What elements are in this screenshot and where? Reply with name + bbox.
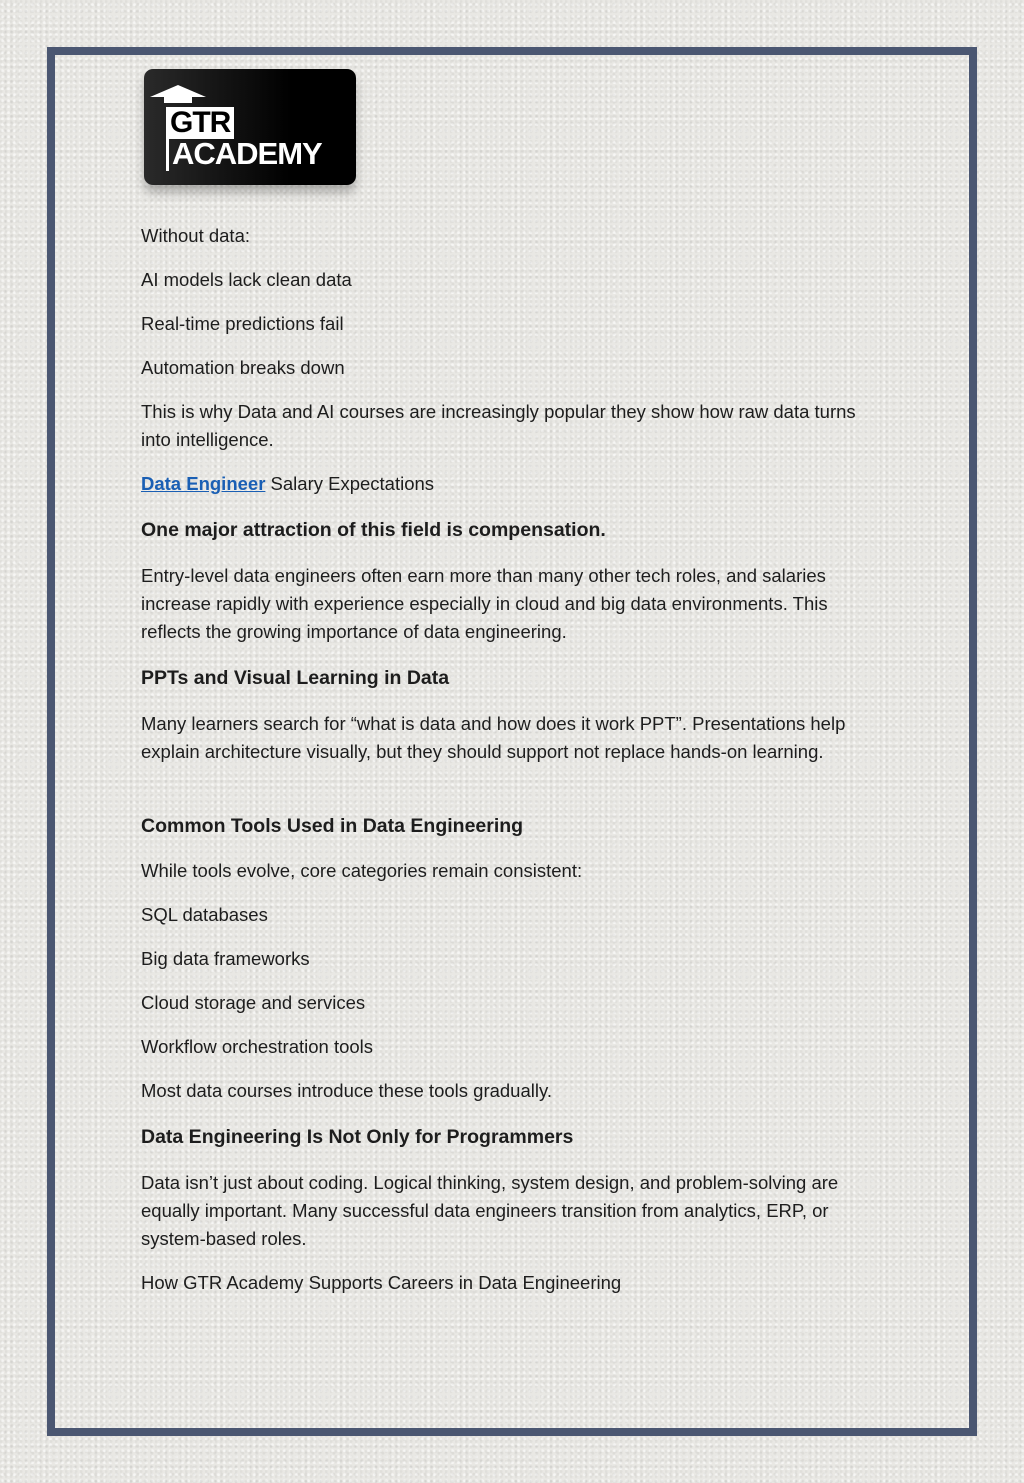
paragraph: Real-time predictions fail — [141, 313, 344, 334]
paragraph: Cloud storage and services — [141, 992, 366, 1013]
paragraph: How GTR Academy Supports Careers in Data Engineering — [141, 1272, 622, 1293]
paragraph: AI models lack clean data — [141, 269, 352, 290]
gtr-academy-logo — [144, 69, 356, 185]
heading: Data Engineering Is Not Only for Programmers — [141, 1126, 574, 1148]
graduation-cap-base — [164, 97, 192, 103]
heading: Common Tools Used in Data Engineering — [141, 815, 524, 837]
heading: One major attraction of this field is compensation. — [141, 519, 606, 541]
paragraph: SQL databases — [141, 904, 268, 925]
paragraph: Many learners search for “what is data and how does it work PPT”. Presentations help explain architecture visually, but they should support not replace hands-on learning. — [141, 713, 846, 762]
paragraph: Entry-level data engineers often earn more than many other tech roles, and salaries increase rapidly with experience especially in cloud and big data environments. This reflects the growing importance of data engineering. — [141, 565, 828, 642]
paragraph: Automation breaks down — [141, 357, 345, 378]
paragraph: Big data frameworks — [141, 948, 310, 969]
paragraph: This is why Data and AI courses are increasingly popular they show how raw data turns into intelligence. — [141, 401, 856, 450]
graduation-cap-icon — [150, 85, 206, 97]
data-engineer-link[interactable]: Data Engineer — [141, 473, 266, 494]
paragraph: Workflow orchestration tools — [141, 1036, 374, 1057]
logo-text-academy: ACADEMY — [166, 137, 322, 171]
paragraph-text: Salary Expectations — [265, 473, 435, 494]
heading: PPTs and Visual Learning in Data — [141, 667, 450, 689]
paragraph — [141, 470, 881, 498]
paragraph: Without data: — [141, 225, 251, 246]
paragraph: While tools evolve, core categories remain consistent: — [141, 860, 583, 881]
logo-text-gtr: GTR — [166, 107, 234, 139]
paragraph: Data isn’t just about coding. Logical thinking, system design, and problem-solving are equally important. Many successful data engineers transition from analytics, ERP, or system-based roles. — [141, 1172, 839, 1249]
paragraph: Most data courses introduce these tools gradually. — [141, 1080, 552, 1101]
